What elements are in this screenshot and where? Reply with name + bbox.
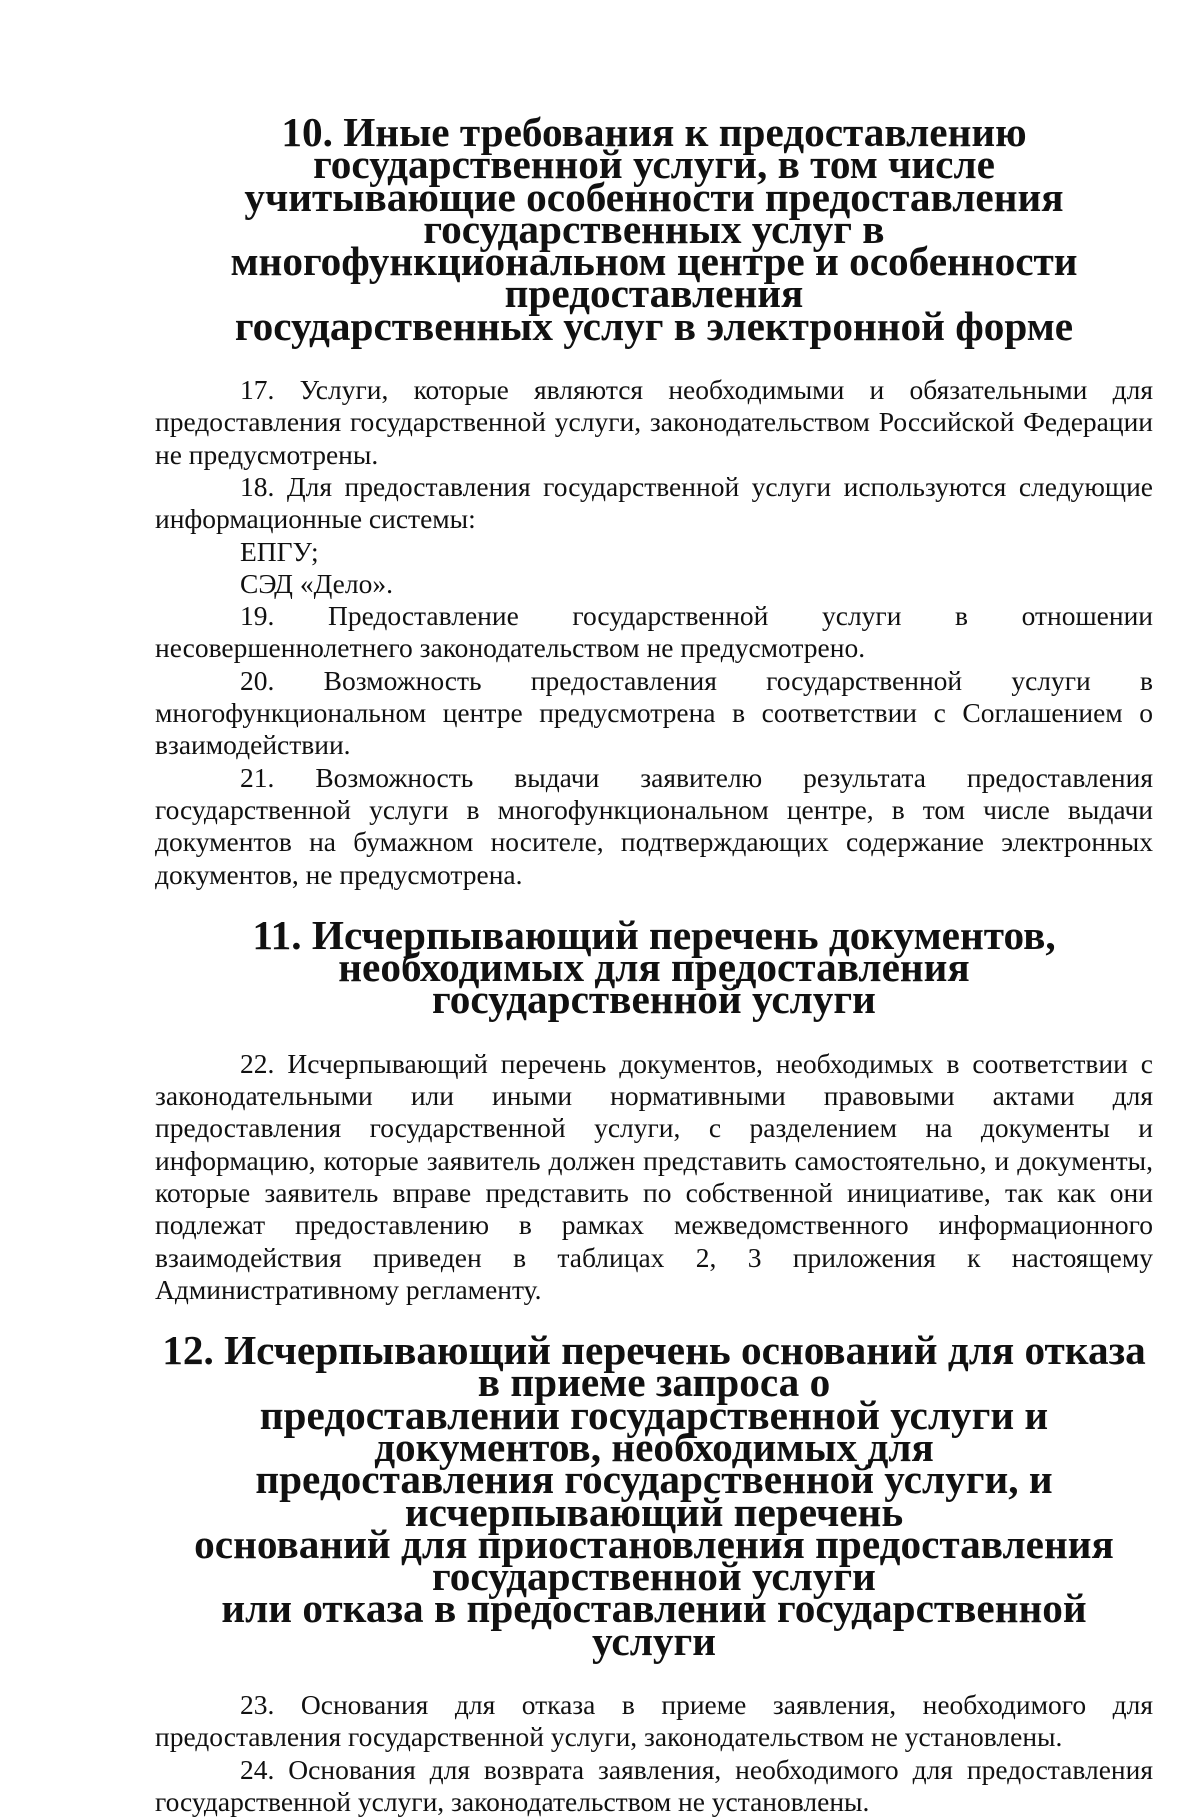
heading-line: предоставлении государственной услуги и документов, необходимых для xyxy=(259,1391,1049,1470)
heading-line: 11. Исчерпывающий перечень документов, необходимых для предоставления xyxy=(252,911,1056,991)
paragraph-24: 24. Основания для возврата заявления, необходимого для предоставления государственной услуги, законодательством не установлены. xyxy=(155,1753,1153,1817)
paragraph-18: 18. Для предоставления государственной услуги используются следующие информационные системы: xyxy=(155,470,1153,535)
heading-line: или отказа в предоставлении государственной услуги xyxy=(221,1585,1087,1664)
heading-line: многофункциональном центре и особенности предоставления xyxy=(230,238,1078,317)
heading-line: 10. Иные требования к предоставлению государственной услуги, в том числе xyxy=(281,109,1027,188)
heading-line: государственных услуг в электронной форме xyxy=(234,302,1074,349)
heading-line: предоставления государственной услуги, и исчерпывающий перечень xyxy=(255,1456,1053,1535)
document-page xyxy=(155,109,1153,1818)
section-10-heading xyxy=(155,109,1153,349)
paragraph-17: 17. Услуги, которые являются необходимыми и обязательными для предоставления государственной услуги, законодательством Российской Федерации не предусмотрены. xyxy=(155,374,1153,470)
paragraph-19: 19. Предоставление государственной услуги в отношении несовершеннолетнего законодательством не предусмотрено. xyxy=(155,600,1153,664)
heading-line: учитывающие особенности предоставления государственных услуг в xyxy=(244,173,1064,252)
heading-line: государственной услуги xyxy=(432,976,876,1023)
paragraph-21: 21. Возможность выдачи заявителю результата предоставления государственной услуги в многофункциональном центре, в том числе выдачи документов на бумажном носителе, подтверждающих содержание электронных документов, не предусмотрена. xyxy=(155,761,1153,890)
paragraph-20: 20. Возможность предоставления государственной услуги в многофункциональном центре предусмотрена в соответствии с Соглашением о взаимодействии. xyxy=(155,664,1153,761)
heading-line: оснований для приостановления предоставления государственной услуги xyxy=(194,1520,1114,1600)
info-system-epgu: ЕПГУ; xyxy=(240,535,319,567)
info-system-sed-delo: СЭД «Дело». xyxy=(240,567,393,599)
heading-line: 12. Исчерпывающий перечень оснований для отказа в приеме запроса о xyxy=(162,1327,1146,1406)
paragraph-22: 22. Исчерпывающий перечень документов, необходимых в соответствии с законодательными или иными нормативными правовыми актами для предоставления государственной услуги, с разделением на документы и информацию, которые заявитель должен представить самостоятельно, и документы, которые заявитель вправе представить по собственной инициативе, так как они подлежат предоставлению в рамках межведомственного информационного взаимодействия приведен в таблицах 2, 3 приложения к настоящему Административному регламенту. xyxy=(155,1047,1153,1305)
paragraph-23: 23. Основания для отказа в приеме заявления, необходимого для предоставления государственной услуги, законодательством не установлены. xyxy=(155,1689,1153,1753)
section-12-heading xyxy=(155,1327,1153,1664)
section-11-heading xyxy=(155,911,1153,1023)
